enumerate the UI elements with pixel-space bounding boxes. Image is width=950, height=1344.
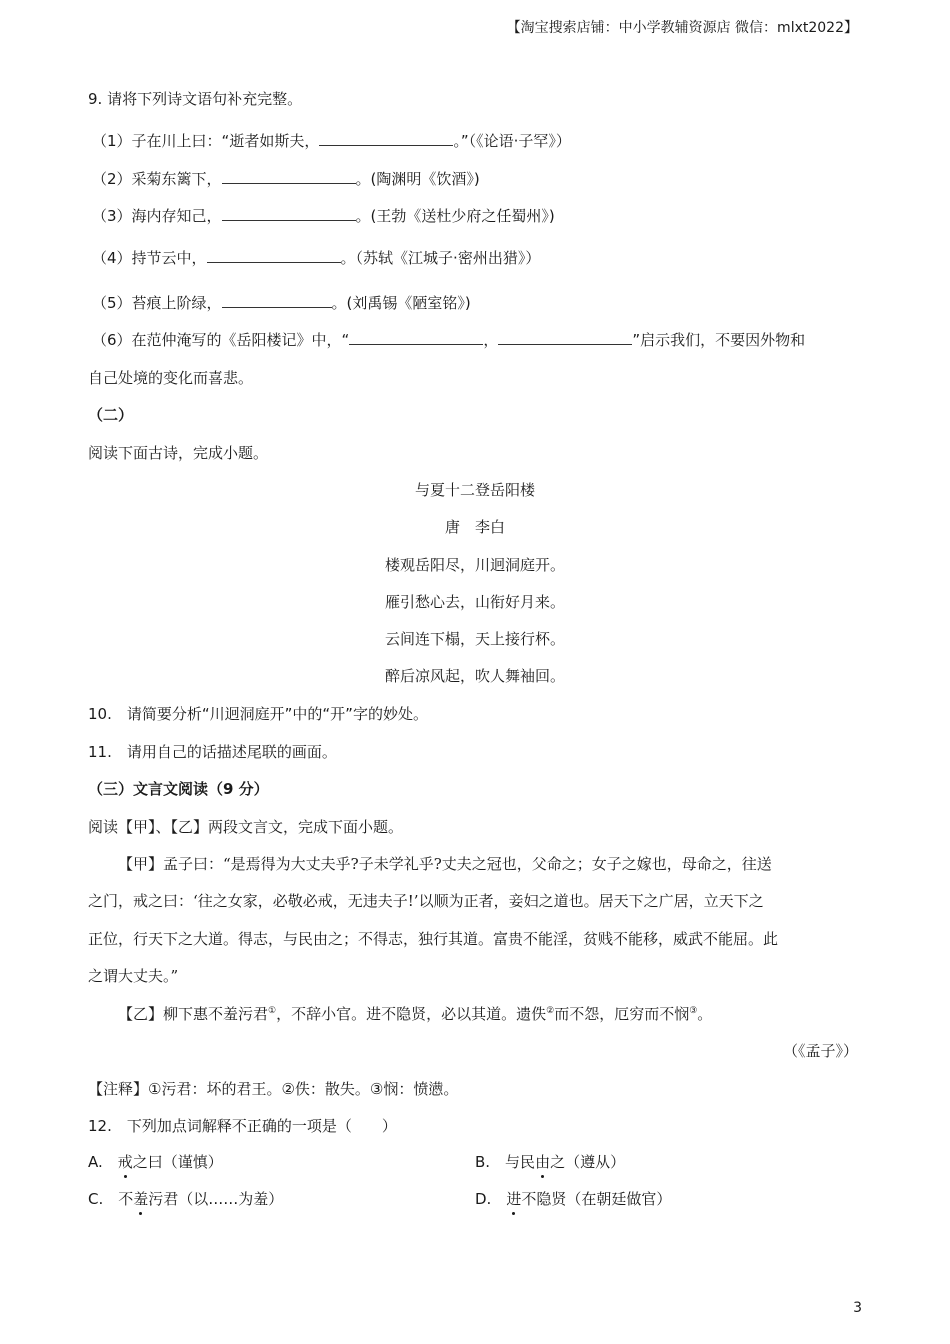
q9-item-6-post: ”启示我们，不要因外物和 <box>632 331 806 349</box>
q9-item-5-blank[interactable] <box>222 293 332 308</box>
q9-item-3 <box>92 205 555 227</box>
q10: 10. 请简要分析“川迥洞庭开”中的“开”字的妙处。 <box>88 705 428 723</box>
q9-item-4-pre: （4）持节云中， <box>92 249 207 267</box>
q9-item-6 <box>92 329 805 351</box>
q9-item-5-pre: （5）苔痕上阶绿， <box>92 294 222 312</box>
poem-line-2: 雁引愁心去，山衔好月来。 <box>384 593 565 611</box>
passage-yi-part-1: 【乙】柳下惠不羞污君 <box>118 1005 269 1023</box>
q12-option-c[interactable] <box>88 1188 283 1210</box>
q12-option-a[interactable] <box>88 1151 223 1173</box>
poem-line-3: 云间连下榻，天上接行杯。 <box>384 630 565 648</box>
option-c-dotted-word: 羞 <box>133 1190 149 1208</box>
poem-line-4: 醉后凉风起，吹人舞袖回。 <box>384 667 565 685</box>
q9-item-2 <box>92 168 480 190</box>
section3-heading: （三）文言文阅读（9 分） <box>88 780 269 798</box>
q9-item-3-pre: （3）海内存知己， <box>92 207 222 225</box>
q9-item-3-post: 。(王勃《送杜少府之任蜀州》) <box>355 207 555 225</box>
poem-line-1: 楼观岳阳尽，川迥洞庭开。 <box>384 556 565 574</box>
q9-item-4-blank[interactable] <box>207 248 341 263</box>
q9-item-5 <box>92 292 471 314</box>
passage-yi-part-2: ，不辞小官。进不隐贤，必以其道。遗佚 <box>276 1005 547 1023</box>
passage-source: （《孟子》） <box>782 1042 858 1060</box>
option-d-label: D. <box>475 1190 507 1208</box>
page-number: 3 <box>853 1300 862 1316</box>
option-d-text: 不隐贤（在朝廷做官） <box>521 1190 672 1208</box>
header-watermark: 【淘宝搜索店铺：中小学教辅资源店 微信：mlxt2022】 <box>506 20 858 36</box>
passage-jia-line-4: 之谓大丈夫。” <box>88 967 179 985</box>
q9-item-2-pre: （2）采菊东篱下， <box>92 170 222 188</box>
option-d-dotted-word: 进 <box>506 1190 522 1208</box>
q9-item-6-mid: ， <box>483 331 499 349</box>
q9-item-6-blank-2[interactable] <box>498 330 632 345</box>
q9-item-4-post: 。（苏轼《江城子·密州出猎》） <box>340 249 541 267</box>
q12-option-b[interactable] <box>475 1151 625 1173</box>
q9-item-1-blank[interactable] <box>319 131 453 146</box>
option-a-dotted-word: 戒 <box>117 1153 133 1171</box>
q11: 11. 请用自己的话描述尾联的画面。 <box>88 743 337 761</box>
q9-item-1 <box>92 130 571 152</box>
q9-item-1-pre: （1）子在川上曰：“逝者如斯夫， <box>92 132 320 150</box>
q9-item-3-blank[interactable] <box>222 206 356 221</box>
option-a-label: A. <box>88 1153 118 1171</box>
q9-item-6-blank-1[interactable] <box>349 330 483 345</box>
note-ref-3: ③ <box>689 1006 698 1016</box>
passage-jia-line-1: 【甲】孟子曰：“是焉得为大丈夫乎?子未学礼乎?丈夫之冠也，父命之；女子之嫁也，母命之，往送 <box>118 855 772 873</box>
section2-heading: （二） <box>88 406 134 424</box>
q9-item-2-blank[interactable] <box>222 169 356 184</box>
poem-author: 唐 李白 <box>444 518 505 536</box>
q9-item-1-post: 。”（《论语·子罕》） <box>453 132 571 150</box>
option-b-label: B. 与民 <box>475 1153 536 1171</box>
option-b-dotted-word: 由 <box>535 1153 551 1171</box>
note-ref-1: ① <box>268 1006 277 1016</box>
q9-title: 9. 请将下列诗文语句补充完整。 <box>88 90 303 108</box>
passage-yi-part-3: 而不怨，厄穷而不悯 <box>554 1005 690 1023</box>
annotation-note: 【注释】①污君：坏的君王。②佚：散失。③悯：愤懑。 <box>88 1080 459 1098</box>
note-ref-2: ② <box>546 1006 555 1016</box>
option-b-text: 之（遵从） <box>550 1153 626 1171</box>
option-a-text: 之曰（谨慎） <box>132 1153 223 1171</box>
passage-yi <box>118 1003 712 1025</box>
q9-item-4 <box>92 247 540 269</box>
section3-instruction: 阅读【甲】、【乙】两段文言文，完成下面小题。 <box>88 818 404 836</box>
passage-jia-line-3: 正位，行天下之大道。得志，与民由之；不得志，独行其道。富贵不能淫，贫贱不能移，威武不能屈。此 <box>88 930 779 948</box>
q9-item-6-continuation: 自己处境的变化而喜悲。 <box>88 369 254 387</box>
q9-item-2-post: 。(陶渊明《饮酒》) <box>355 170 480 188</box>
section2-instruction: 阅读下面古诗，完成小题。 <box>88 444 269 462</box>
option-c-label: C. 不 <box>88 1190 134 1208</box>
q12-stem: 12. 下列加点词解释不正确的一项是（ ） <box>88 1117 397 1135</box>
option-c-text: 污君（以……为羞） <box>148 1190 284 1208</box>
q9-item-5-post: 。(刘禹锡《陋室铭》) <box>331 294 471 312</box>
passage-yi-part-4: 。 <box>697 1005 713 1023</box>
passage-jia-line-2: 之门，戒之曰：‘往之女家，必敬必戒，无违夫子!’以顺为正者，妾妇之道也。居天下之广居，立天下之 <box>88 892 764 910</box>
q12-option-d[interactable] <box>475 1188 671 1210</box>
poem-title: 与夏十二登岳阳楼 <box>414 481 535 499</box>
q9-item-6-pre: （6）在范仲淹写的《岳阳楼记》中，“ <box>92 331 350 349</box>
